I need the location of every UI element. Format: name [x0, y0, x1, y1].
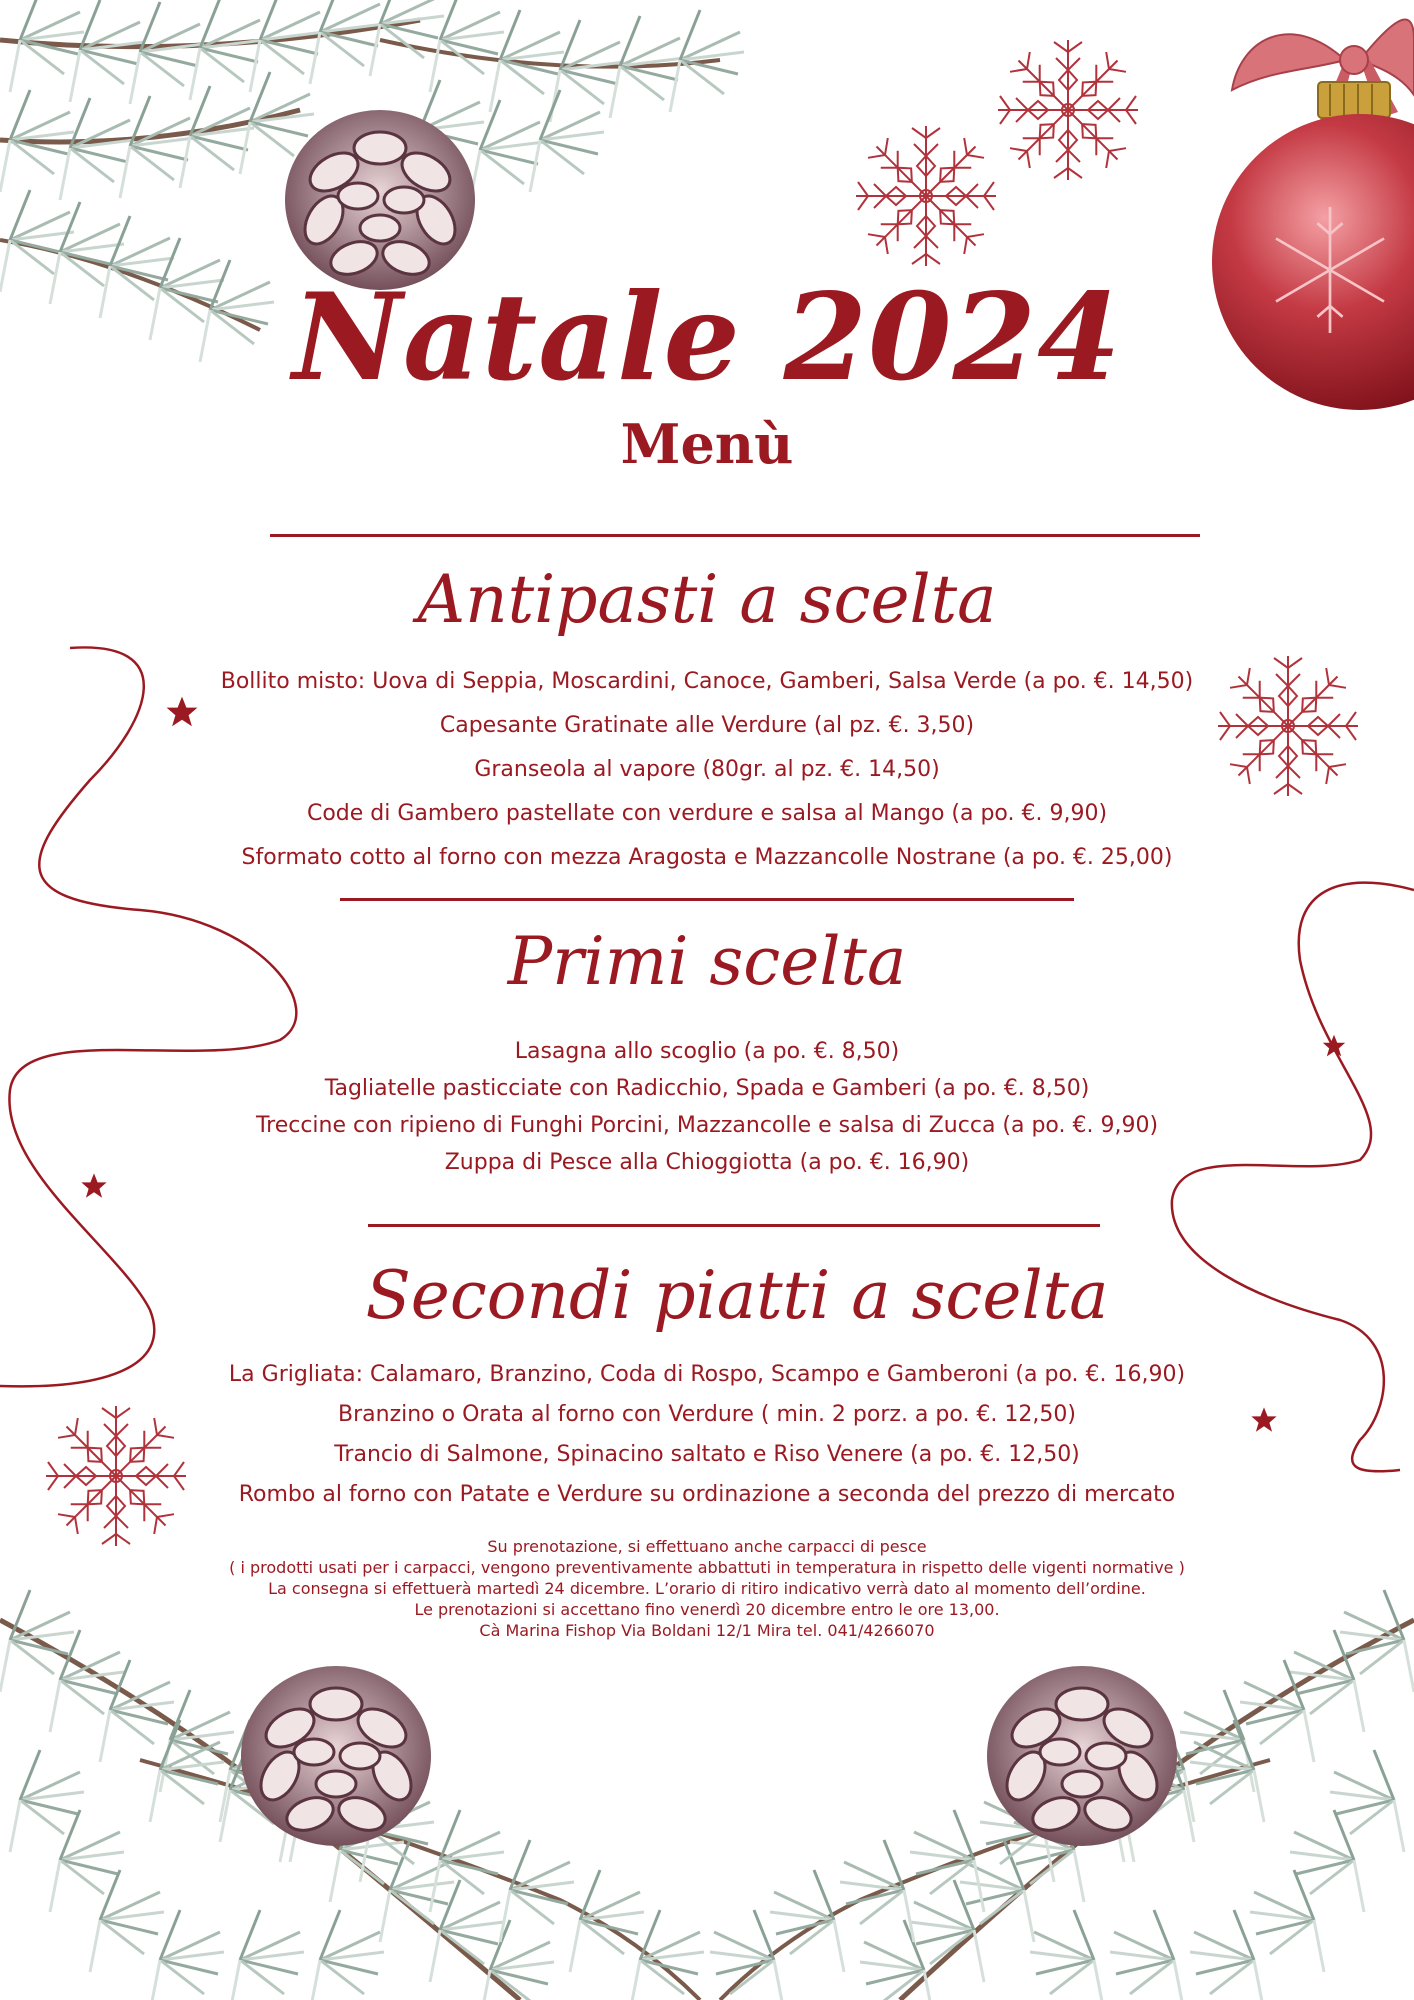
- secondi-list: [0, 1355, 1414, 1515]
- pinecone-icon: [241, 1666, 431, 1846]
- menu-item: Sformato cotto al forno con mezza Aragosta e Mazzancolle Nostrane (a po. €. 25,00): [241, 845, 1173, 870]
- snowflake-icon: [856, 126, 996, 266]
- menu-item: Granseola al vapore (80gr. al pz. €. 14,50): [474, 757, 940, 782]
- section-title-antipasti: Antipasti a scelta: [417, 561, 997, 638]
- note-line: ( i prodotti usati per i carpacci, vengono preventivamente abbattuti in temperatura in rispetto delle vigenti normative ): [229, 1558, 1185, 1577]
- note-line: Le prenotazioni si accettano fino venerdì 20 dicembre entro le ore 13,00.: [414, 1600, 1000, 1619]
- menu-item: Lasagna allo scoglio (a po. €. 8,50): [514, 1039, 900, 1064]
- section-title-secondi: Secondi piatti a scelta: [365, 1257, 1109, 1334]
- note-line: La consegna si effettuerà martedì 24 dicembre. L’orario di ritiro indicativo verrà dato al momento dell’ordine.: [268, 1579, 1146, 1598]
- menu-item: Treccine con ripieno di Funghi Porcini, Mazzancolle e salsa di Zucca (a po. €. 9,90): [255, 1113, 1159, 1138]
- menu-item: Rombo al forno con Patate e Verdure su ordinazione a seconda del prezzo di mercato: [238, 1482, 1176, 1507]
- divider: [368, 1224, 1100, 1227]
- note-line: Cà Marina Fishop Via Boldani 12/1 Mira tel. 041/4266070: [479, 1621, 935, 1640]
- menu-item: Zuppa di Pesce alla Chioggiotta (a po. €. 16,90): [444, 1150, 970, 1175]
- page-title: Natale 2024: [292, 267, 1122, 408]
- section-title-primi: Primi scelta: [507, 923, 907, 1000]
- note-line: Su prenotazione, si effettuano anche carpacci di pesce: [487, 1537, 927, 1556]
- antipasti-list: [0, 660, 1414, 880]
- page-subtitle: Menù: [620, 412, 794, 476]
- menu-item: Bollito misto: Uova di Seppia, Moscardini, Canoce, Gamberi, Salsa Verde (a po. €. 14,50): [220, 669, 1194, 694]
- menu-item: Tagliatelle pasticciate con Radicchio, Spada e Gamberi (a po. €. 8,50): [324, 1076, 1090, 1101]
- menu-item: Code di Gambero pastellate con verdure e salsa al Mango (a po. €. 9,90): [306, 801, 1108, 826]
- pinecone-icon: [285, 110, 475, 290]
- divider: [270, 534, 1200, 537]
- primi-list: [0, 1033, 1414, 1181]
- snowflake-icon: [998, 40, 1138, 180]
- divider: [340, 898, 1074, 901]
- menu-item: Branzino o Orata al forno con Verdure ( min. 2 porz. a po. €. 12,50): [338, 1402, 1076, 1427]
- pinecone-icon: [987, 1666, 1177, 1846]
- menu-item: La Grigliata: Calamaro, Branzino, Coda di Rospo, Scampo e Gamberoni (a po. €. 16,90): [228, 1362, 1186, 1387]
- pine-branch-icon: [0, 1590, 1414, 2000]
- menu-item: Capesante Gratinate alle Verdure (al pz. €. 3,50): [439, 713, 975, 738]
- menu-item: Trancio di Salmone, Spinacino saltato e Riso Venere (a po. €. 12,50): [334, 1442, 1080, 1467]
- footer-notes: [0, 1536, 1414, 1641]
